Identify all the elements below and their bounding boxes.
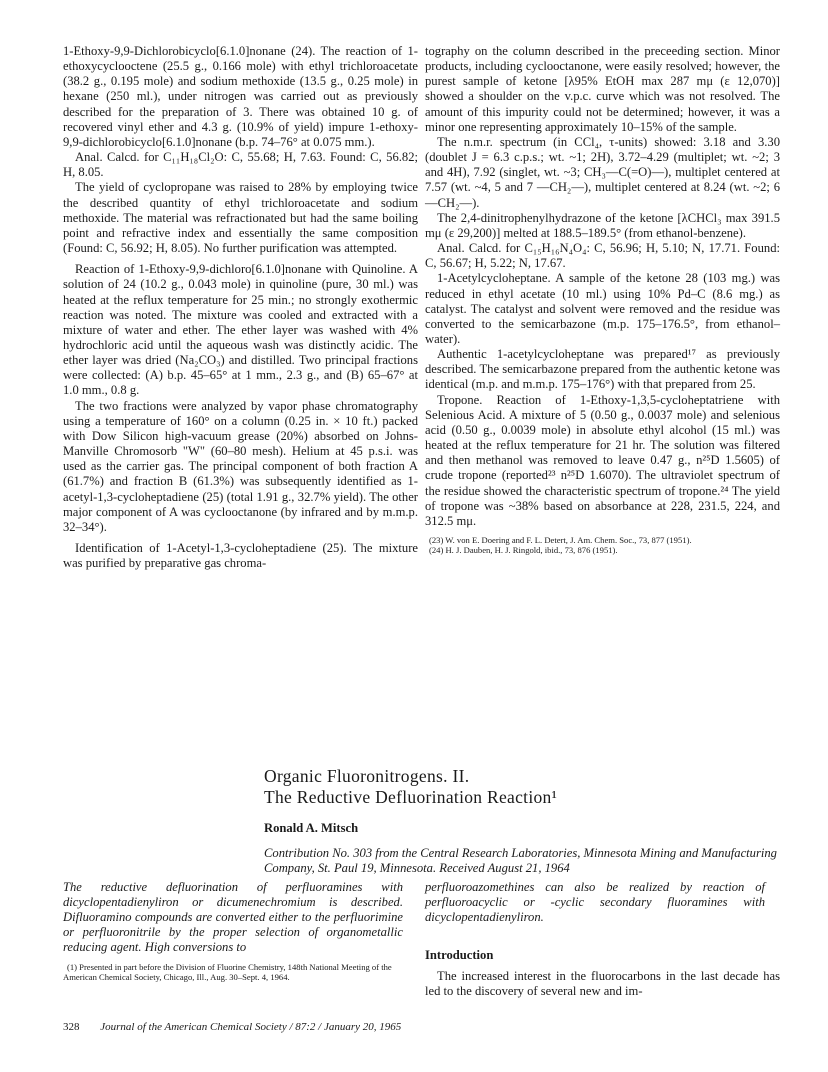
paragraph: The two fractions were analyzed by vapor phase chromatography using a temperature of 160° on a column (0.25 in. × 10 ft.) packed with Dow Silicon high-vacuum grease (20%) absorbed on Johns-Manville Chromosorb "W" (60–80 mesh). Helium at 45 p.s.i. was used as the carrier gas. The principal component of both fraction A (61.7%) and fraction B (61.3%) was subsequently identified as 1-acetyl-1,3-cycloheptadiene (25) (total 1.91 g., 32.7% yield). The other major component of A was cyclooctanone (by infrared and by m.m.p. 32–34°). bbox=[63, 398, 418, 534]
article-subtitle: The Reductive Defluorination Reaction¹ bbox=[264, 787, 558, 807]
author-name: Ronald A. Mitsch bbox=[264, 821, 359, 835]
page-footer bbox=[63, 1021, 401, 1033]
paragraph: Identification of 1-Acetyl-1,3-cycloheptadiene (25). The mixture was purified by preparative gas chroma- bbox=[63, 541, 418, 571]
paragraph: Tropone. Reaction of 1-Ethoxy-1,3,5-cycloheptatriene with Selenious Acid. A mixture of 5 (0.50 g., 0.0037 mole) and selenious acid (0.50 g., 0.0039 mole) in absolute ethyl alcohol (15 ml.) was heated at the reflux temperature for 21 hr. The solution was filtered and then methanol was removed to leave 0.47 g., n²⁵D 1.5605) of crude tropone (reported²³ n²⁵D 1.6070). The ultraviolet spectrum of the residue showed the characteristic spectrum of tropone.²⁴ The yield of tropone was ~38% based on absorbance at 228, 231.5, 224, and 312.5 mμ. bbox=[425, 392, 780, 528]
paragraph: tography on the column described in the preceeding section. Minor products, including cyclooctanone, were easily resolved; however, the purest sample of ketone [λ95% EtOH max 287 mμ (ε 12,070)] showed a shoulder on the v.p.c. curve which was not resolved. The amount of this impurity could not be determined; however, it was a minor one representing approximately 10–15% of the sample. bbox=[425, 44, 780, 134]
paragraph: The yield of cyclopropane was raised to 28% by employing twice the described quantity of ethyl trichloroacetate and sodium methoxide. The material was refractionated but had the same boiling point and refractive index and essentially the same composition (Found: C, 56.92; H, 8.05). No further purification was attempted. bbox=[63, 180, 418, 256]
paragraph: Reaction of 1-Ethoxy-9,9-dichloro[6.1.0]nonane with Quinoline. A solution of 24 (10.2 g., 0.043 mole) in quinoline (pure, 30 ml.) was heated at the reflux temperature for 25 min.; no strongly exothermic reaction was noted. The mixture was cooled and extracted with a mixture of water and ether. The ether layer was washed with 4% hydrochloric acid until the aqueous wash was distinctly acidic. The ether layer was dried (Na₂CO₃) and distilled. Two principal fractions were collected: (A) b.p. 45–65° at 1 mm., 2.3 g., and (B) 65–67° at 1.0 mm., 0.8 g. bbox=[63, 262, 418, 398]
left-text-column bbox=[63, 44, 418, 571]
page-number: 328 bbox=[63, 1021, 80, 1033]
paragraph: Anal. Calcd. for C₁₁H₁₈Cl₂O: C, 55.68; H, 7.63. Found: C, 56.82; H, 8.05. bbox=[63, 150, 418, 180]
section-heading: Introduction bbox=[425, 948, 494, 962]
article-header bbox=[264, 766, 784, 876]
paragraph: 1-Ethoxy-9,9-Dichlorobicyclo[6.1.0]nonane (24). The reaction of 1-ethoxycyclooctene (25.5 g., 0.166 mole) with ethyl trichloroacetate (38.2 g., 0.195 mole) and sodium methoxide (13.5 g., 0.25 mole) in hexane (250 ml.), under nitrogen was carried out as previously described for the preparation of 3. There was obtained 10 g. of recovered vinyl ether and 4.3 g. (10.9% of yield) impure 1-ethoxy-9,9-dichlorobicyclo[6.1.0]nonane (b.p. 74–76° at 0.075 mm.). bbox=[63, 44, 418, 149]
affiliation: Contribution No. 303 from the Central Research Laboratories, Minnesota Mining and Manufacturing Company, St. Paul 19, Minnesota. Received August 21, 1964 bbox=[264, 846, 777, 875]
intro-paragraph: The increased interest in the fluorocarbons in the last decade has led to the discovery of several new and im- bbox=[425, 969, 780, 999]
reference-item: (23) W. von E. Doering and F. L. Detert, J. Am. Chem. Soc., 73, 877 (1951). bbox=[429, 535, 692, 545]
right-text-column bbox=[425, 44, 780, 555]
abstract-right: perfluoroazomethines can also be realized by reaction of perfluoroacyclic or -cyclic secondary fluoramines with dicyclopentadienyliron. bbox=[425, 880, 765, 925]
footnote: (1) Presented in part before the Division of Fluorine Chemistry, 148th National Meeting of the American Chemical Society, Chicago, Ill., Aug. 30–Sept. 4, 1964. bbox=[63, 962, 392, 983]
paragraph: Authentic 1-acetylcycloheptane was prepared¹⁷ as previously described. The semicarbazone prepared from the authentic ketone was identical (m.p. and m.m.p. 175–176°) with that prepared from 25. bbox=[425, 347, 780, 392]
article-title: Organic Fluoronitrogens. II. bbox=[264, 766, 470, 786]
reference-item: (24) H. J. Dauben, H. J. Ringold, ibid., 73, 876 (1951). bbox=[429, 545, 618, 556]
journal-citation: Journal of the American Chemical Society / 87:2 / January 20, 1965 bbox=[100, 1021, 402, 1033]
paragraph: 1-Acetylcycloheptane. A sample of the ketone 28 (103 mg.) was reduced in ethyl acetate (10 ml.) using 10% Pd–C (8.6 mg.) as catalyst. The catalyst and solvent were removed and the residue was converted to the semicarbazone (m.p. 175–176.5°, from ethanol–water). bbox=[425, 271, 780, 346]
paragraph: The 2,4-dinitrophenylhydrazone of the ketone [λCHCl₃ max 391.5 mμ (ε 29,200)] melted at 188.5–189.5° (from ethanol-benzene). bbox=[425, 210, 780, 240]
paragraph: The n.m.r. spectrum (in CCl₄, τ-units) showed: 3.18 and 3.30 (doublet J = 6.3 c.p.s.; wt. ~1; 2H), 3.72–4.29 (multiplet; wt. ~2; 3 and 4H), 7.92 (singlet, wt. ~3; CH₃—C(=O)—), multiplet centered at 7.57 (wt. ~4, 5 and 7 —CH₂—), multiplet centered at 8.24 (wt. ~2; 6 —CH₂—). bbox=[425, 134, 780, 210]
abstract-left: The reductive defluorination of perfluoramines with dicyclopentadienyliron or dicumenechromium is described. Difluoramino compounds are converted either to the perfluorimine or perfluoronitrile by the proper selection of organometallic reducing agent. High conversions to bbox=[63, 880, 403, 955]
references bbox=[425, 535, 780, 555]
paragraph: Anal. Calcd. for C₁₅H₁₆N₄O₄: C, 56.96; H, 5.10; N, 17.71. Found: C, 56.67; H, 5.22; N, 17.67. bbox=[425, 241, 780, 271]
